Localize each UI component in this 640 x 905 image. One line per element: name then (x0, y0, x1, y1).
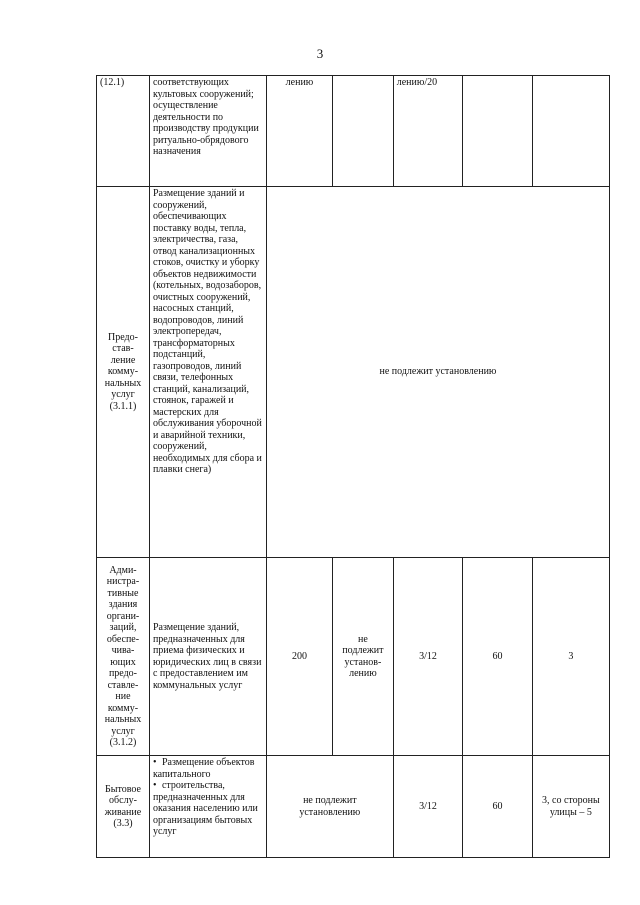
zoning-table (96, 75, 610, 858)
cell-c3: 200 (266, 558, 332, 756)
cell-c6: 60 (463, 756, 533, 858)
cell-c4 (333, 76, 394, 187)
table-row (97, 756, 610, 858)
page-number: 3 (316, 46, 324, 61)
row-description: Размещение зданий, предназначенных для приема физических и юридических лиц в связи с предоставлением им коммунальных услуг (149, 558, 266, 756)
row-description: Размещение зданий и сооружений, обеспечивающих поставку воды, тепла, электричества, газа, отвод канализационных стоков, очистку и уборку объектов недвижимости (котельных, водозаборов, очистных сооружений, насосных станций, водопроводов, линий электропередач, трансформаторных подстанций, газопроводов, линий связи, телефонных станций, канализаций, стоянок, гаражей и мастерских для обслуживания уборочной и аварийной техники, сооружений, необходимых для сбора и плавки снега) (149, 187, 266, 558)
cell-c4: не подлежит установ- лению (333, 558, 394, 756)
cell-c6: 60 (463, 558, 533, 756)
cell-c6 (463, 76, 533, 187)
list-item: • Размещение объектов капитального (152, 757, 255, 780)
row-description: соответствующих культовых сооружений; осуществление деятельности по производству продукции ритуально-обрядового назначения (149, 76, 266, 187)
table-row (97, 187, 610, 558)
bullet-list (153, 757, 263, 838)
cell-c3: лению (266, 76, 332, 187)
table-row (97, 558, 610, 756)
list-item: • строительства, предназначенных для оказания населению или организациям бытовых услуг (152, 780, 258, 837)
bullet-icon: • (152, 780, 157, 791)
cell-c5: лению/20 (393, 76, 463, 187)
merged-value: не подлежит установлению (266, 187, 609, 558)
merged-value: не подлежит установлению (266, 756, 393, 858)
row-name: Адми- нистра- тивные здания органи- заций, обеспе- чива- ющих предо- ставле- ние комму- нальных услуг (3.1.2) (97, 558, 150, 756)
cell-c5: 3/12 (393, 558, 463, 756)
cell-c7: 3 (532, 558, 609, 756)
bullet-icon: • (152, 757, 157, 768)
row-name: Предо- став- ление комму- нальных услуг (3.1.1) (97, 187, 150, 558)
row-code: (12.1) (97, 76, 150, 187)
table-row (97, 76, 610, 187)
row-description (149, 756, 266, 858)
cell-c7: 3, со стороны улицы – 5 (532, 756, 609, 858)
cell-c5: 3/12 (393, 756, 463, 858)
cell-c7 (532, 76, 609, 187)
row-name: Бытовое обслу- живание (3.3) (97, 756, 150, 858)
